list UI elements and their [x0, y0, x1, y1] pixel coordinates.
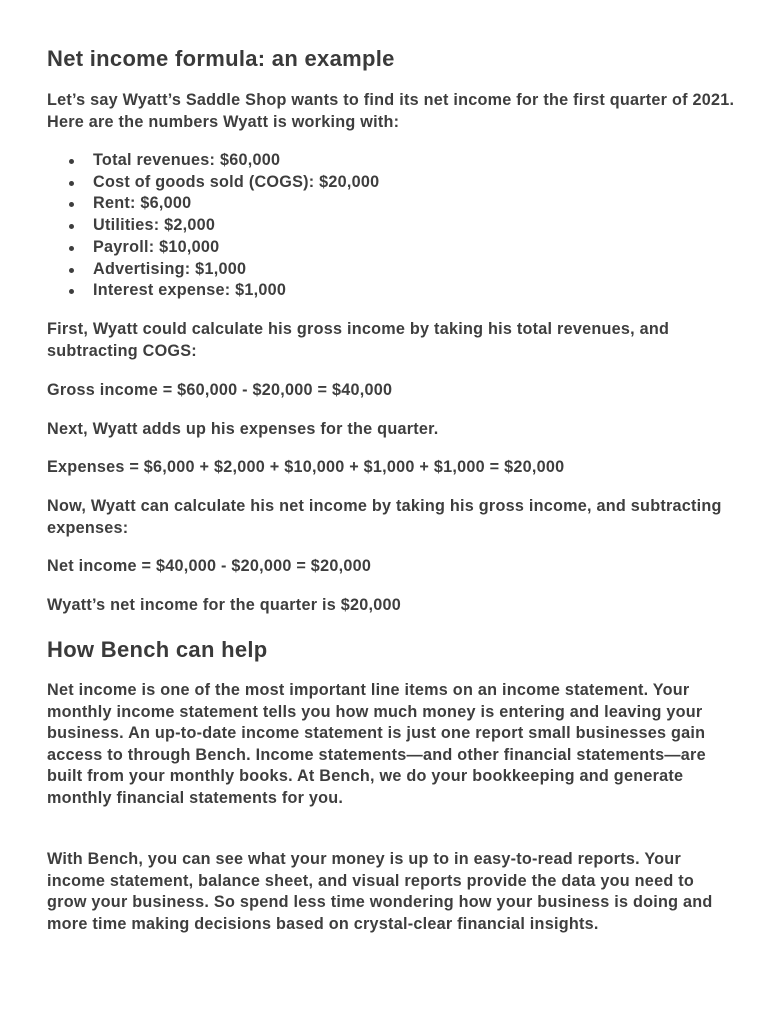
- net-income-explanation: Now, Wyatt can calculate his net income by taking his gross income, and subtracting expenses:: [47, 497, 722, 537]
- bullet-icon: [69, 202, 74, 207]
- expenses-equation: Expenses = $6,000 + $2,000 + $10,000 + $1,000 + $1,000 = $20,000: [47, 458, 565, 476]
- list-item: [47, 280, 737, 302]
- list-item-text: Interest expense: $1,000: [93, 281, 287, 300]
- list-item-text: Rent: $6,000: [93, 194, 192, 213]
- list-item: [47, 259, 737, 281]
- list-item: [47, 172, 737, 194]
- bullet-icon: [69, 181, 74, 186]
- expenses-explanation: Next, Wyatt adds up his expenses for the quarter.: [47, 420, 439, 438]
- intro-paragraph: Let’s say Wyatt’s Saddle Shop wants to find its net income for the first quarter of 2021. Here are the numbers Wyatt is working with:: [47, 91, 735, 131]
- bench-paragraph-2: With Bench, you can see what your money is up to in easy-to-read reports. Your income statement, balance sheet, and visual reports provide the data you need to grow your business. So spend less time wondering how your business is doing and more time making decisions based on crystal-clear financial insights.: [47, 850, 713, 933]
- list-item: [47, 215, 737, 237]
- section-heading-bench: How Bench can help: [47, 637, 268, 662]
- numbers-list: [47, 150, 737, 302]
- list-item-text: Advertising: $1,000: [93, 259, 247, 278]
- bullet-icon: [69, 268, 74, 273]
- gross-income-equation: Gross income = $60,000 - $20,000 = $40,000: [47, 381, 393, 399]
- list-item: [47, 237, 737, 259]
- gross-income-explanation: First, Wyatt could calculate his gross income by taking his total revenues, and subtracting COGS:: [47, 320, 670, 360]
- list-item-text: Payroll: $10,000: [93, 237, 220, 256]
- section-heading-example: Net income formula: an example: [47, 46, 395, 71]
- list-item-text: Cost of goods sold (COGS): $20,000: [93, 172, 380, 191]
- bench-paragraph-1: Net income is one of the most important line items on an income statement. Your monthly income statement tells you how much money is entering and leaving your business. An up-to-date income statement is just one report small businesses gain access to through Bench. Income statements—and other financial statements—are built from your monthly books. At Bench, we do your bookkeeping and generate monthly financial statements for you.: [47, 681, 706, 807]
- net-income-equation: Net income = $40,000 - $20,000 = $20,000: [47, 557, 372, 575]
- list-item-text: Total revenues: $60,000: [93, 151, 281, 169]
- list-item-text: Utilities: $2,000: [93, 216, 216, 235]
- list-item: [47, 193, 737, 215]
- bullet-icon: [69, 246, 74, 251]
- net-income-result: Wyatt’s net income for the quarter is $20,000: [47, 596, 402, 614]
- list-item: [47, 150, 737, 172]
- bullet-icon: [69, 159, 74, 164]
- bullet-icon: [69, 224, 74, 229]
- bullet-icon: [69, 289, 74, 294]
